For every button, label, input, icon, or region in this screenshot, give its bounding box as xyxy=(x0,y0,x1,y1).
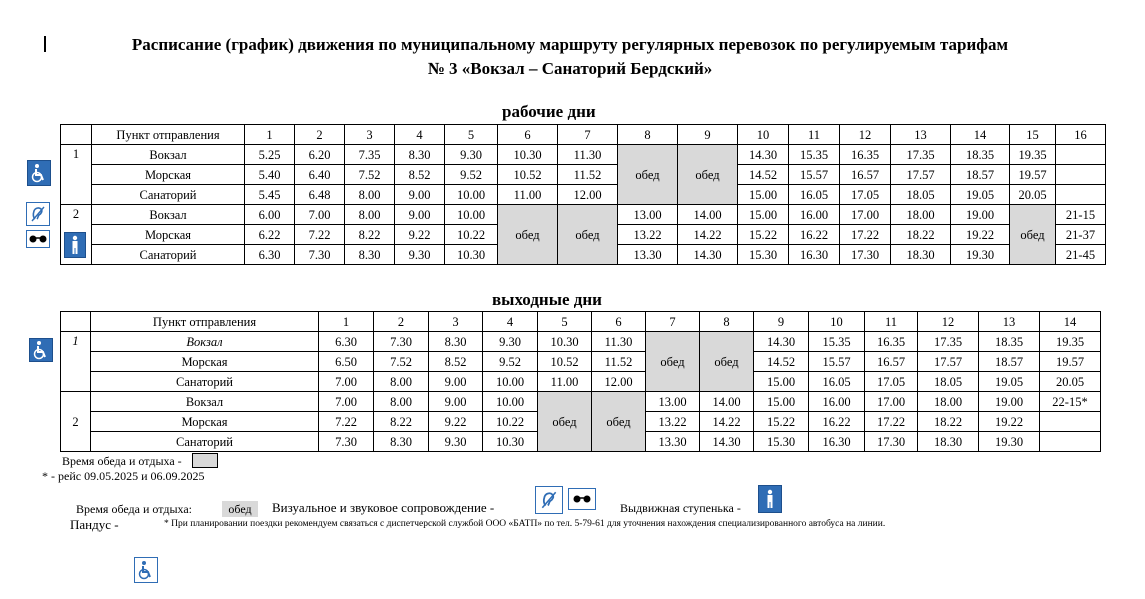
time-cell: 14.52 xyxy=(738,165,789,185)
time-cell: 9.30 xyxy=(445,145,498,165)
legend-lunch-chip: обед xyxy=(222,501,258,517)
time-cell: 9.52 xyxy=(445,165,498,185)
table-row xyxy=(61,145,1106,165)
title-line-1: Расписание (график) движения по муниципальному маршруту регулярных перевозок по регулируемым тарифам xyxy=(131,35,1009,54)
stop-name: Морская xyxy=(92,225,245,245)
time-cell: 9.22 xyxy=(429,412,483,432)
time-cell: 18.57 xyxy=(951,165,1010,185)
time-cell: 14.00 xyxy=(700,392,754,412)
time-cell xyxy=(1056,165,1106,185)
time-cell: 19.22 xyxy=(951,225,1010,245)
time-cell: 19.35 xyxy=(1010,145,1056,165)
time-cell: 9.00 xyxy=(395,185,445,205)
time-cell: 10.52 xyxy=(498,165,558,185)
time-cell: 14.30 xyxy=(754,332,809,352)
time-cell: 16.35 xyxy=(865,332,918,352)
time-cell: 7.30 xyxy=(374,332,429,352)
stop-name: Санаторий xyxy=(92,185,245,205)
table-row xyxy=(61,352,1101,372)
wheelchair-icon xyxy=(27,160,51,186)
time-cell: 7.30 xyxy=(295,245,345,265)
time-cell: 17.35 xyxy=(918,332,979,352)
stop-name: Санаторий xyxy=(91,372,319,392)
header-cell: 13 xyxy=(979,312,1040,332)
time-cell: 10.00 xyxy=(445,185,498,205)
time-cell: 19.05 xyxy=(979,372,1040,392)
time-cell: 18.05 xyxy=(891,185,951,205)
header-cell: 13 xyxy=(891,125,951,145)
time-cell: 10.22 xyxy=(445,225,498,245)
time-cell: 8.30 xyxy=(395,145,445,165)
time-cell: 12.00 xyxy=(592,372,646,392)
wheelchair-icon xyxy=(134,557,158,583)
time-cell: 16.00 xyxy=(809,392,865,412)
time-cell: 11.00 xyxy=(538,372,592,392)
time-cell: 17.30 xyxy=(840,245,891,265)
header-cell: 16 xyxy=(1056,125,1106,145)
time-cell: 6.40 xyxy=(295,165,345,185)
time-cell: 19.00 xyxy=(951,205,1010,225)
stop-name: Вокзал xyxy=(91,332,319,352)
time-cell: 17.05 xyxy=(865,372,918,392)
time-cell: 18.00 xyxy=(891,205,951,225)
header-cell: 5 xyxy=(445,125,498,145)
time-cell: 16.22 xyxy=(789,225,840,245)
time-cell: 17.30 xyxy=(865,432,918,452)
legend-lunch-label: Время обеда и отдыха: xyxy=(76,502,193,516)
stop-name: Морская xyxy=(91,352,319,372)
header-cell: 14 xyxy=(951,125,1010,145)
time-cell: 15.35 xyxy=(789,145,840,165)
header-cell: 7 xyxy=(558,125,618,145)
time-cell: 13.00 xyxy=(646,392,700,412)
header-cell: 11 xyxy=(789,125,840,145)
time-cell: 10.30 xyxy=(445,245,498,265)
weekends-heading: выходные дни xyxy=(492,290,602,309)
time-cell: 14.30 xyxy=(738,145,789,165)
time-cell: 18.35 xyxy=(951,145,1010,165)
table-row xyxy=(61,185,1106,205)
stop-name: Вокзал xyxy=(92,145,245,165)
standing-person-icon xyxy=(64,232,86,258)
route-number: 2 xyxy=(61,205,92,265)
time-cell: 19.30 xyxy=(979,432,1040,452)
header-cell: 11 xyxy=(865,312,918,332)
time-cell: 16.57 xyxy=(865,352,918,372)
time-cell: 6.48 xyxy=(295,185,345,205)
time-cell: 6.30 xyxy=(319,332,374,352)
time-cell: 8.22 xyxy=(374,412,429,432)
time-cell: 14.22 xyxy=(700,412,754,432)
time-cell: 15.57 xyxy=(789,165,840,185)
time-cell: 15.57 xyxy=(809,352,865,372)
time-cell: 18.57 xyxy=(979,352,1040,372)
time-cell: 9.00 xyxy=(429,392,483,412)
time-cell xyxy=(1056,185,1106,205)
time-cell: 16.05 xyxy=(809,372,865,392)
header-cell: Пункт отправления xyxy=(91,312,319,332)
time-cell: 9.30 xyxy=(483,332,538,352)
legend-ramp: Пандус - xyxy=(70,517,119,532)
page-title xyxy=(40,33,1100,81)
header-cell xyxy=(61,125,92,145)
time-cell: 16.05 xyxy=(789,185,840,205)
time-cell: 14.52 xyxy=(754,352,809,372)
header-cell: 8 xyxy=(700,312,754,332)
stop-name: Морская xyxy=(91,412,319,432)
time-cell: 7.35 xyxy=(345,145,395,165)
weekdays-heading: рабочие дни xyxy=(502,102,596,121)
legend-visual-audio: Визуальное и звуковое сопровождение - xyxy=(272,500,495,515)
lunch-cell: обед xyxy=(558,205,618,265)
time-cell: 8.30 xyxy=(429,332,483,352)
time-cell: 11.00 xyxy=(498,185,558,205)
time-cell: 7.30 xyxy=(319,432,374,452)
time-cell: 9.00 xyxy=(429,372,483,392)
time-cell: 17.22 xyxy=(865,412,918,432)
footnote: * При планировании поездки рекомендуем связаться с диспетчерской службой ООО «БАТП» по тел. 5-79-61 для уточнения нахождения специализированного автобуса на линии. xyxy=(164,519,886,529)
header-cell: 2 xyxy=(295,125,345,145)
time-cell: 10.30 xyxy=(498,145,558,165)
time-cell: 9.52 xyxy=(483,352,538,372)
time-cell: 19.35 xyxy=(1040,332,1101,352)
standing-person-icon xyxy=(758,485,782,513)
legend-step: Выдвижная ступенька - xyxy=(620,501,741,515)
time-cell: 10.22 xyxy=(483,412,538,432)
time-cell: 17.35 xyxy=(891,145,951,165)
lunch-swatch xyxy=(192,453,218,468)
time-cell: 14.30 xyxy=(678,245,738,265)
table-row xyxy=(61,332,1101,352)
header-cell: 5 xyxy=(538,312,592,332)
time-cell: 10.00 xyxy=(483,372,538,392)
time-cell: 9.30 xyxy=(429,432,483,452)
table-header-row xyxy=(61,125,1106,145)
stop-name: Вокзал xyxy=(91,392,319,412)
stop-name: Санаторий xyxy=(92,245,245,265)
time-cell xyxy=(1040,412,1101,432)
time-cell: 14.30 xyxy=(700,432,754,452)
time-cell: 5.45 xyxy=(245,185,295,205)
route-number: 1 xyxy=(61,145,92,205)
time-cell: 15.22 xyxy=(738,225,789,245)
time-cell: 10.30 xyxy=(538,332,592,352)
wheelchair-icon xyxy=(29,338,53,362)
header-cell: 2 xyxy=(374,312,429,332)
time-cell: 18.22 xyxy=(918,412,979,432)
time-cell: 8.00 xyxy=(345,205,395,225)
time-cell: 7.52 xyxy=(374,352,429,372)
time-cell: 8.00 xyxy=(345,185,395,205)
header-cell: 10 xyxy=(738,125,789,145)
visually-impaired-icon xyxy=(568,488,596,510)
time-cell: 17.00 xyxy=(865,392,918,412)
time-cell: 15.00 xyxy=(754,392,809,412)
time-cell: 14.00 xyxy=(678,205,738,225)
table-row xyxy=(61,205,1106,225)
header-cell xyxy=(61,312,91,332)
time-cell: 6.00 xyxy=(245,205,295,225)
time-cell: 15.30 xyxy=(738,245,789,265)
header-cell: 15 xyxy=(1010,125,1056,145)
time-cell: 9.30 xyxy=(395,245,445,265)
time-cell: 8.52 xyxy=(395,165,445,185)
table-row xyxy=(61,372,1101,392)
time-cell: 18.30 xyxy=(918,432,979,452)
time-cell: 18.22 xyxy=(891,225,951,245)
stop-name: Санаторий xyxy=(91,432,319,452)
weekdays-table xyxy=(60,124,1106,265)
table-row xyxy=(61,165,1106,185)
header-cell: 3 xyxy=(429,312,483,332)
lunch-cell: обед xyxy=(1010,205,1056,265)
time-cell: 19.30 xyxy=(951,245,1010,265)
header-cell: 1 xyxy=(245,125,295,145)
time-cell: 6.30 xyxy=(245,245,295,265)
time-cell: 6.22 xyxy=(245,225,295,245)
time-cell: 18.05 xyxy=(918,372,979,392)
time-cell: 14.22 xyxy=(678,225,738,245)
hearing-impaired-icon xyxy=(26,202,50,226)
table-row xyxy=(61,392,1101,412)
time-cell: 11.52 xyxy=(558,165,618,185)
header-cell: Пункт отправления xyxy=(92,125,245,145)
time-cell: 16.57 xyxy=(840,165,891,185)
lunch-cell: обед xyxy=(592,392,646,452)
lunch-cell: обед xyxy=(700,332,754,392)
time-cell: 19.22 xyxy=(979,412,1040,432)
time-cell: 15.35 xyxy=(809,332,865,352)
hearing-impaired-icon xyxy=(535,486,563,514)
time-cell: 17.57 xyxy=(918,352,979,372)
time-cell: 20.05 xyxy=(1010,185,1056,205)
header-cell: 7 xyxy=(646,312,700,332)
time-cell: 8.22 xyxy=(345,225,395,245)
time-cell: 6.20 xyxy=(295,145,345,165)
time-cell: 10.00 xyxy=(445,205,498,225)
header-cell: 10 xyxy=(809,312,865,332)
time-cell: 7.00 xyxy=(319,372,374,392)
stop-name: Вокзал xyxy=(92,205,245,225)
time-cell: 20.05 xyxy=(1040,372,1101,392)
time-cell: 10.30 xyxy=(483,432,538,452)
time-cell: 10.00 xyxy=(483,392,538,412)
time-cell: 19.57 xyxy=(1010,165,1056,185)
time-cell: 9.00 xyxy=(395,205,445,225)
time-cell: 7.22 xyxy=(295,225,345,245)
time-cell: 21-15 xyxy=(1056,205,1106,225)
time-cell: 21-45 xyxy=(1056,245,1106,265)
lunch-cell: обед xyxy=(498,205,558,265)
lunch-cell: обед xyxy=(646,332,700,392)
header-cell: 6 xyxy=(592,312,646,332)
time-cell: 13.00 xyxy=(618,205,678,225)
time-cell: 13.22 xyxy=(646,412,700,432)
time-cell: 8.30 xyxy=(345,245,395,265)
time-cell: 15.22 xyxy=(754,412,809,432)
time-cell: 17.57 xyxy=(891,165,951,185)
stop-name: Морская xyxy=(92,165,245,185)
time-cell: 17.00 xyxy=(840,205,891,225)
time-cell: 16.35 xyxy=(840,145,891,165)
time-cell: 11.30 xyxy=(558,145,618,165)
header-cell: 12 xyxy=(918,312,979,332)
time-cell: 8.30 xyxy=(374,432,429,452)
lunch-cell: обед xyxy=(538,392,592,452)
time-cell: 8.00 xyxy=(374,392,429,412)
header-cell: 4 xyxy=(395,125,445,145)
time-cell: 7.22 xyxy=(319,412,374,432)
time-cell: 8.52 xyxy=(429,352,483,372)
route-number: 2 xyxy=(61,392,91,452)
header-cell: 9 xyxy=(678,125,738,145)
header-cell: 14 xyxy=(1040,312,1101,332)
time-cell xyxy=(1056,145,1106,165)
time-cell: 15.00 xyxy=(754,372,809,392)
visually-impaired-icon xyxy=(26,230,50,248)
table-header-row xyxy=(61,312,1101,332)
trip-note: * - рейс 09.05.2025 и 06.09.2025 xyxy=(42,469,205,483)
time-cell: 19.57 xyxy=(1040,352,1101,372)
time-cell: 18.30 xyxy=(891,245,951,265)
time-cell: 13.22 xyxy=(618,225,678,245)
time-cell: 16.30 xyxy=(789,245,840,265)
time-cell: 9.22 xyxy=(395,225,445,245)
time-cell: 7.00 xyxy=(295,205,345,225)
time-cell: 15.00 xyxy=(738,185,789,205)
header-cell: 8 xyxy=(618,125,678,145)
time-cell: 16.00 xyxy=(789,205,840,225)
time-cell: 16.22 xyxy=(809,412,865,432)
time-cell: 19.00 xyxy=(979,392,1040,412)
time-cell: 10.52 xyxy=(538,352,592,372)
header-cell: 4 xyxy=(483,312,538,332)
time-cell: 21-37 xyxy=(1056,225,1106,245)
time-cell: 8.00 xyxy=(374,372,429,392)
time-cell: 15.30 xyxy=(754,432,809,452)
time-cell: 7.52 xyxy=(345,165,395,185)
header-cell: 12 xyxy=(840,125,891,145)
time-cell: 7.00 xyxy=(319,392,374,412)
time-cell: 18.00 xyxy=(918,392,979,412)
time-cell: 16.30 xyxy=(809,432,865,452)
time-cell: 5.40 xyxy=(245,165,295,185)
lunch-cell: обед xyxy=(618,145,678,205)
time-cell: 5.25 xyxy=(245,145,295,165)
title-line-2: № 3 «Вокзал – Санаторий Бердский» xyxy=(427,59,713,78)
header-cell: 9 xyxy=(754,312,809,332)
lunch-time-note: Время обеда и отдыха - xyxy=(62,454,182,468)
time-cell: 17.22 xyxy=(840,225,891,245)
header-cell: 1 xyxy=(319,312,374,332)
header-cell: 6 xyxy=(498,125,558,145)
time-cell: 13.30 xyxy=(618,245,678,265)
time-cell: 11.30 xyxy=(592,332,646,352)
time-cell: 19.05 xyxy=(951,185,1010,205)
weekends-table xyxy=(60,311,1101,452)
time-cell: 11.52 xyxy=(592,352,646,372)
time-cell: 22-15* xyxy=(1040,392,1101,412)
time-cell: 13.30 xyxy=(646,432,700,452)
time-cell: 18.35 xyxy=(979,332,1040,352)
time-cell: 17.05 xyxy=(840,185,891,205)
time-cell: 15.00 xyxy=(738,205,789,225)
time-cell: 6.50 xyxy=(319,352,374,372)
route-number: 1 xyxy=(61,332,91,392)
time-cell: 12.00 xyxy=(558,185,618,205)
lunch-cell: обед xyxy=(678,145,738,205)
header-cell: 3 xyxy=(345,125,395,145)
time-cell xyxy=(1040,432,1101,452)
